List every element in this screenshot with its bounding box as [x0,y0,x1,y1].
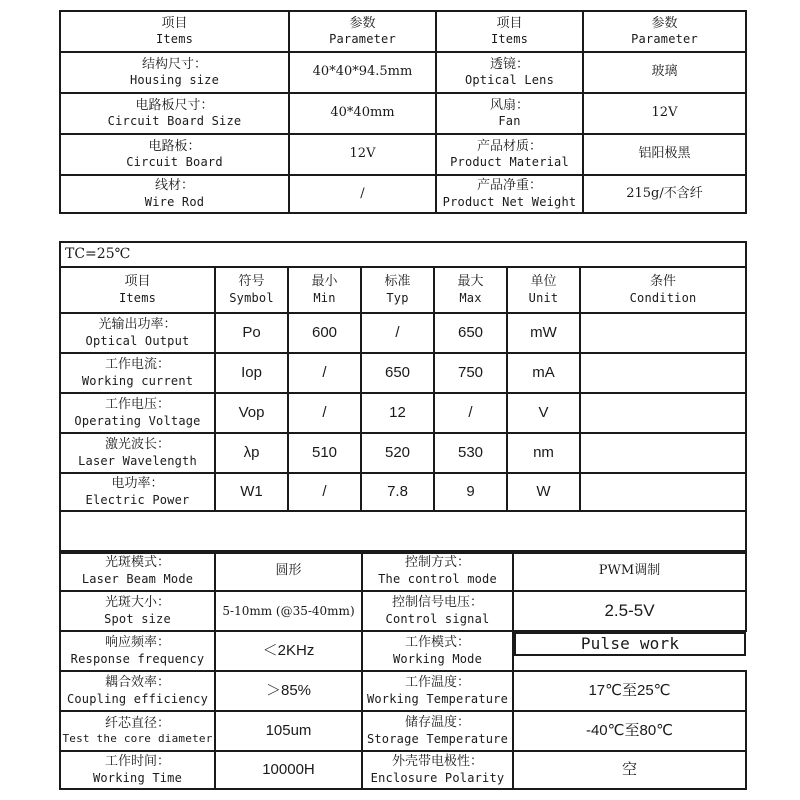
value-cell: 40*40mm [289,93,436,134]
label-cell: 光斑模式： Laser Beam Mode [60,551,215,591]
header-cell: 符号 Symbol [215,267,288,313]
table-row [60,591,746,631]
table-row [60,631,746,671]
value-cell: 空 [513,751,746,789]
value-cell: 215g/不含纤 [583,175,746,213]
value-cell: 10000H [215,751,362,789]
table-row [60,433,746,473]
label-cell: 激光波长： Laser Wavelength [60,433,215,473]
value-cell: PWM调制 [513,551,746,591]
table-row [60,134,746,175]
symbol-cell: Iop [215,353,288,393]
header-cell: 参数 Parameter [289,11,436,52]
value-cell: ＜2KHz [215,631,362,671]
header-cell: 项目 Items [436,11,583,52]
value-cell: 105um [215,711,362,751]
value-cell: 5-10mm (@35-40mm) [215,591,362,631]
label-cell: 纤芯直径： Test the core diameter [60,711,215,751]
value-cell: 圆形 [215,551,362,591]
value-cell: Pulse work [514,632,746,656]
max-cell: 750 [434,353,507,393]
label-cell: 工作电压： Operating Voltage [60,393,215,433]
min-cell: 510 [288,433,361,473]
condition-cell [580,353,746,393]
beam-control-spec-table [59,550,747,790]
table-row [60,711,746,751]
header-cell: 单位 Unit [507,267,580,313]
unit-cell: nm [507,433,580,473]
header-cell: 条件 Condition [580,267,746,313]
typ-cell: 12 [361,393,434,433]
label-cell: 储存温度： Storage Temperature [362,711,513,751]
table-header-row [60,267,746,313]
value-cell: 17℃至25℃ [513,671,746,711]
label-cell: 结构尺寸： Housing size [60,52,289,93]
label-cell: 电路板尺寸： Circuit Board Size [60,93,289,134]
label-cell: 耦合效率： Coupling efficiency [60,671,215,711]
label-cell: 工作温度： Working Temperature [362,671,513,711]
blank-row [60,511,746,553]
header-cell: 标准 Typ [361,267,434,313]
table-row [60,671,746,711]
label-cell: 响应频率： Response frequency [60,631,215,671]
value-cell: 2.5-5V [513,591,746,631]
label-cell: 电功率： Electric Power [60,473,215,511]
value-cell: 40*40*94.5mm [289,52,436,93]
value-cell: -40℃至80℃ [513,711,746,751]
header-cell: 参数 Parameter [583,11,746,52]
label-cell: 透镜： Optical Lens [436,52,583,93]
header-cell: 最大 Max [434,267,507,313]
table-row [60,52,746,93]
label-cell: 光输出功率： Optical Output [60,313,215,353]
table-row [60,175,746,213]
typ-cell: 520 [361,433,434,473]
table-row [60,313,746,353]
label-cell: 线材： Wire Rod [60,175,289,213]
test-condition: TC=25℃ [60,242,746,267]
value-cell: 12V [583,93,746,134]
value-cell: / [289,175,436,213]
condition-cell [580,433,746,473]
table-row [60,353,746,393]
condition-cell [580,473,746,511]
value-cell: ＞85% [215,671,362,711]
min-cell: / [288,393,361,433]
blank-cell [60,511,746,553]
table-row [60,751,746,789]
unit-cell: mA [507,353,580,393]
general-spec-table [59,10,747,214]
table-header-row [60,11,746,52]
max-cell: 9 [434,473,507,511]
label-cell: 工作时间： Working Time [60,751,215,789]
unit-cell: mW [507,313,580,353]
unit-cell: V [507,393,580,433]
label-cell: 产品净重： Product Net Weight [436,175,583,213]
label-cell: 光斑大小： Spot size [60,591,215,631]
min-cell: 600 [288,313,361,353]
label-cell: 控制信号电压： Control signal [362,591,513,631]
label-cell: 工作电流： Working current [60,353,215,393]
label-cell: 风扇： Fan [436,93,583,134]
label-cell: 控制方式： The control mode [362,551,513,591]
value-cell: 12V [289,134,436,175]
label-cell: 电路板： Circuit Board [60,134,289,175]
value-cell: 玻璃 [583,52,746,93]
typ-cell: 7.8 [361,473,434,511]
label-cell: 产品材质： Product Material [436,134,583,175]
min-cell: / [288,473,361,511]
condition-cell [580,313,746,353]
min-cell: / [288,353,361,393]
value-cell: 铝阳极黑 [583,134,746,175]
table-row [60,473,746,511]
max-cell: 530 [434,433,507,473]
max-cell: 650 [434,313,507,353]
electrical-spec-table [59,241,747,554]
condition-cell [580,393,746,433]
header-cell: 最小 Min [288,267,361,313]
symbol-cell: W1 [215,473,288,511]
table-row [60,93,746,134]
max-cell: / [434,393,507,433]
condition-row [60,242,746,267]
symbol-cell: λp [215,433,288,473]
header-cell: 项目 Items [60,267,215,313]
unit-cell: W [507,473,580,511]
table-row [60,393,746,433]
label-cell: 工作模式： Working Mode [362,631,513,671]
symbol-cell: Po [215,313,288,353]
table-row [60,551,746,591]
label-cell: 外壳带电极性： Enclosure Polarity [362,751,513,789]
typ-cell: / [361,313,434,353]
header-cell: 项目 Items [60,11,289,52]
typ-cell: 650 [361,353,434,393]
symbol-cell: Vop [215,393,288,433]
